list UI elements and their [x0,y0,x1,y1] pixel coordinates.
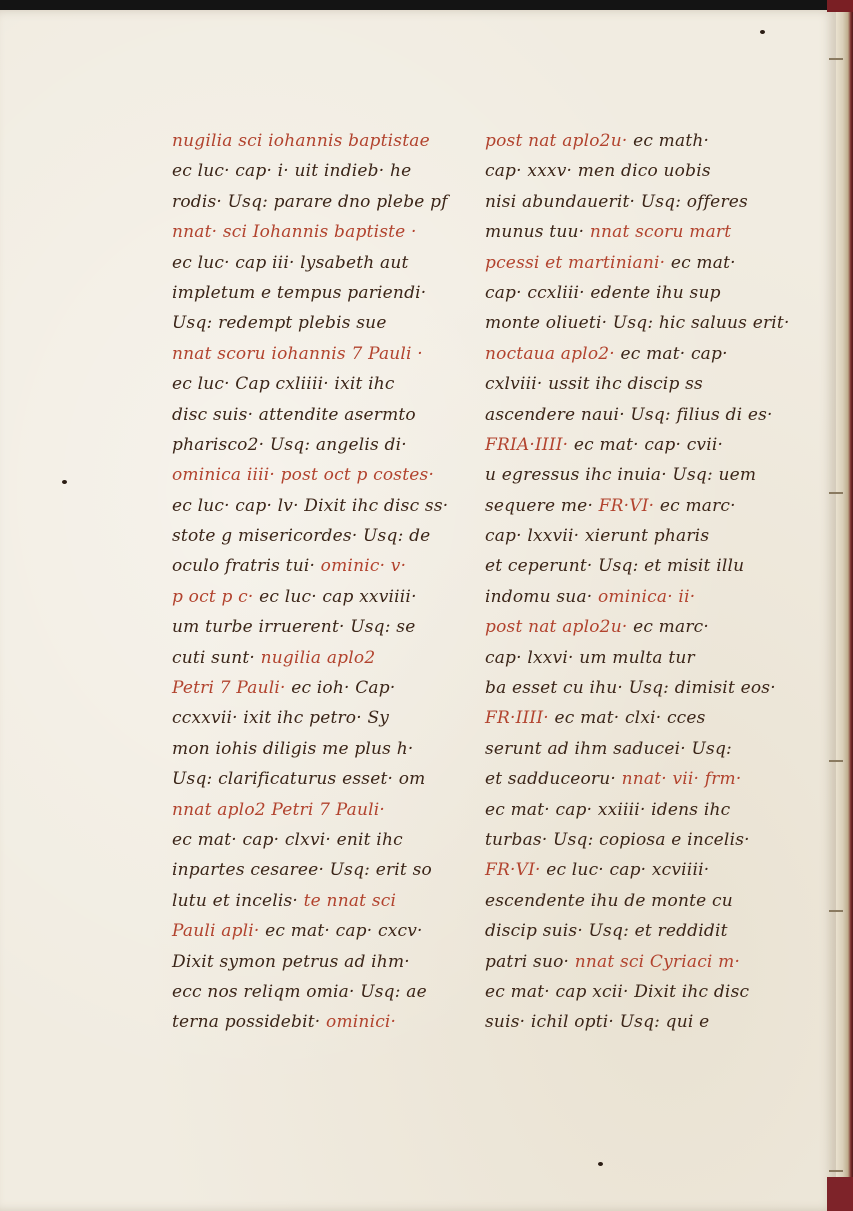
rubric-text: ominica iiii· post oct p costes· [172,465,435,486]
rubric-text: Petri 7 Pauli· [172,678,286,699]
rubric-text: p oct p c· [172,586,254,607]
body-text: indomu sua· [485,586,593,607]
manuscript-line [485,126,785,156]
body-text: ec mat· cap· xxiiii· idens ihc [485,799,731,820]
manuscript-line [172,825,452,855]
manuscript-line [485,217,785,247]
body-text: impletum e tempus pariendi· [172,282,427,303]
manuscript-line [172,703,452,733]
manuscript-line [485,491,785,521]
body-text: ec mat· cap· [614,343,728,364]
manuscript-line [172,643,452,673]
body-text: terna possidebit· [172,1012,321,1033]
body-text: cxlviii· ussit ihc discip ss [485,374,703,395]
manuscript-line [485,521,785,551]
manuscript-line [485,825,785,855]
edge-nick [829,760,843,762]
body-text: ec luc· Cap cxliiii· ixit ihc [172,374,395,395]
body-text: et sadduceoru· [485,769,616,790]
body-text: turbas· Usq: copiosa e incelis· [485,829,750,850]
manuscript-line [172,1007,452,1037]
manuscript-line [485,369,785,399]
edge-nick [829,492,843,494]
rubric-text: ominici· [320,1012,397,1033]
manuscript-line [485,430,785,460]
manuscript-line [485,339,785,369]
body-text: monte oliueti· Usq: hic saluus erit· [485,313,790,334]
ink-mark [598,1162,603,1166]
body-text: cap· lxxvii· xierunt pharis [485,526,710,547]
text-column-right [485,126,790,1038]
rubric-text: FRIA·IIII· [485,434,569,455]
edge-nick [829,910,843,912]
rubric-text: nnat scoru mart [584,222,732,243]
rubric-text: FR·IIII· [485,708,549,729]
body-text: rodis· Usq: parare dno plebe pf [172,191,448,212]
manuscript-line [485,187,785,217]
body-text: pharisco2· Usq: angelis di· [172,434,407,455]
manuscript-line [172,764,452,794]
ink-mark [62,480,67,484]
binding-corner-top [827,0,853,12]
rubric-text: noctaua aplo2· [485,343,615,364]
body-text: discip suis· Usq: et reddidit [485,921,728,942]
rubric-text: ominic· v· [315,556,407,577]
rubric-text: te nnat sci [298,890,397,911]
text-column-left [172,126,452,1038]
body-text: ec mat· [665,252,736,273]
manuscript-line [485,582,785,612]
manuscript-line [485,400,785,430]
binding-corner-bottom [827,1177,853,1211]
manuscript-line [172,582,452,612]
manuscript-line [172,521,452,551]
rubric-text: ominica· ii· [592,586,696,607]
rubric-text: nnat sci Cyriaci m· [569,951,741,972]
manuscript-line [172,369,452,399]
manuscript-line [172,217,452,247]
body-text: et ceperunt· Usq: et misit illu [485,556,745,577]
manuscript-line [485,248,785,278]
manuscript-line [485,886,785,916]
edge-nick [829,58,843,60]
manuscript-line [172,855,452,885]
rubric-text: nnat· sci Iohannis baptiste · [172,222,417,243]
manuscript-line [172,400,452,430]
body-text: ec luc· cap iii· lysabeth aut [172,252,409,273]
manuscript-line [172,491,452,521]
body-text: Dixit symon petrus ad ihm· [172,951,410,972]
manuscript-line [172,187,452,217]
body-text: mon iohis diligis me plus h· [172,738,414,759]
manuscript-line [172,460,452,490]
body-text: ec mat· cap· cxcv· [259,921,423,942]
manuscript-line [172,156,452,186]
body-text: um turbe irruerent· Usq: se [172,617,416,638]
manuscript-line [172,886,452,916]
body-text: ec luc· cap· i· uit indieb· he [172,161,412,182]
manuscript-line [172,795,452,825]
body-text: ec luc· cap· lv· Dixit ihc disc ss· [172,495,449,516]
rubric-text: FR·VI· [485,860,541,881]
body-text: ec mat· cap xcii· Dixit ihc disc [485,981,750,1002]
body-text: ec luc· cap xxviiii· [253,586,417,607]
body-text: ecc nos reliqm omia· Usq: ae [172,981,427,1002]
manuscript-line [485,947,785,977]
body-text: cap· lxxvi· um multa tur [485,647,695,668]
body-text: ec math· [627,131,710,151]
rubric-text: FR·VI· [593,495,655,516]
manuscript-line [485,612,785,642]
manuscript-line [172,248,452,278]
body-text: ascendere naui· Usq: filius di es· [485,404,773,425]
manuscript-line [172,551,452,581]
body-text: inpartes cesaree· Usq: erit so [172,860,432,881]
manuscript-line [485,977,785,1007]
manuscript-line [485,855,785,885]
manuscript-line [172,126,452,156]
body-text: ec marc· [627,617,709,638]
rubric-text: Pauli apli· [172,921,260,942]
book-edge [836,10,853,1211]
body-text: ec ioh· Cap· [285,678,396,699]
body-text: cuti sunt· [172,647,255,668]
edge-nick [829,1170,843,1172]
rubric-text: post nat aplo2u· [485,617,628,638]
body-text: patri suo· [485,951,570,972]
body-text: munus tuu· [485,222,585,243]
body-text: cap· ccxliii· edente ihu sup [485,282,721,303]
manuscript-line [172,947,452,977]
body-text: suis· ichil opti· Usq: qui e [485,1012,710,1033]
manuscript-line [172,916,452,946]
body-text: u egressus ihc inuia· Usq: uem [485,465,757,486]
manuscript-line [172,278,452,308]
rubric-text: nnat scoru iohannis 7 Pauli · [172,343,423,364]
manuscript-line [172,612,452,642]
manuscript-line [485,795,785,825]
rubric-text: nugilia aplo2 [255,647,376,668]
manuscript-line [172,734,452,764]
manuscript-line [172,339,452,369]
rubric-text: nnat aplo2 Petri 7 Pauli· [172,799,385,820]
body-text: lutu et incelis· [172,890,299,911]
body-text: serunt ad ihm saducei· Usq: [485,738,732,759]
ink-mark [760,30,765,34]
body-text: Usq: redempt plebis sue [172,313,387,334]
body-text: cap· xxxv· men dico uobis [485,161,711,182]
manuscript-line [172,673,452,703]
manuscript-line [172,430,452,460]
body-text: nisi abundauerit· Usq: offeres [485,191,748,212]
manuscript-line [485,673,785,703]
body-text: ec marc· [654,495,736,516]
body-text: escendente ihu de monte cu [485,890,733,911]
body-text: stote g misericordes· Usq: de [172,526,431,547]
manuscript-line [485,1007,785,1037]
manuscript-line [485,916,785,946]
body-text: ec mat· cap· clxvi· enit ihc [172,829,403,850]
body-text: sequere me· [485,495,594,516]
manuscript-line [485,703,785,733]
body-text: ec luc· cap· xcviiii· [540,860,710,881]
rubric-text: nnat· vii· frm· [615,769,742,790]
body-text: disc suis· attendite asermto [172,404,416,425]
manuscript-line [485,460,785,490]
body-text: ba esset cu ihu· Usq: dimisit eos· [485,678,776,699]
body-text: ccxxvii· ixit ihc petro· Sy [172,708,390,729]
rubric-text: pcessi et martiniani· [485,252,666,273]
manuscript-line [485,278,785,308]
manuscript-line [485,764,785,794]
body-text: ec mat· cap· cvii· [568,434,724,455]
body-text: oculo fratris tui· [172,556,316,577]
rubric-text: nugilia sci iohannis baptistae [172,131,430,151]
manuscript-line [485,734,785,764]
manuscript-line [172,308,452,338]
manuscript-line [485,156,785,186]
manuscript-line [485,308,790,338]
manuscript-line [485,643,785,673]
manuscript-line [485,551,785,581]
rubric-text: post nat aplo2u· [485,131,628,151]
body-text: Usq: clarificaturus esset· om [172,769,426,790]
body-text: ec mat· clxi· cces [548,708,706,729]
manuscript-line [172,977,452,1007]
